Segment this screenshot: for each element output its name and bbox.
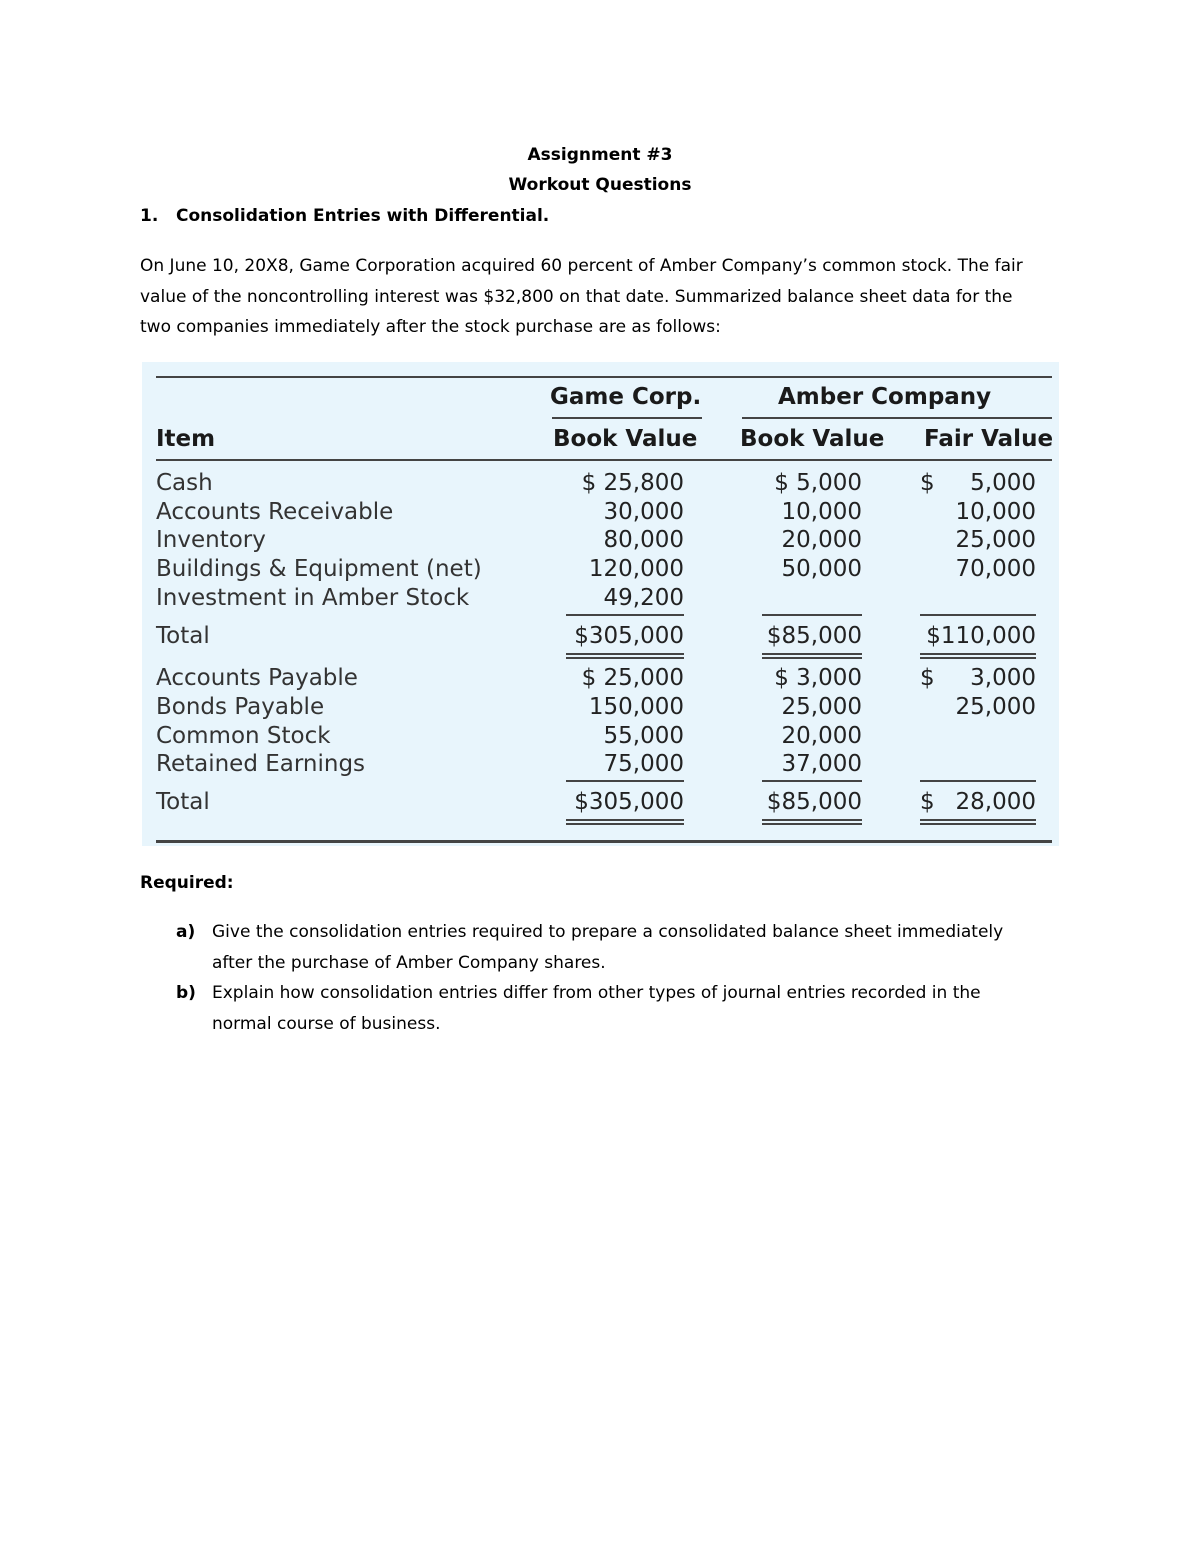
liab-subtotal-rule-amber-bv — [762, 780, 862, 782]
row-bonds-payable-amber-fv: 25,000 — [955, 694, 1036, 720]
liab-total-double-rule-game-2 — [566, 823, 684, 825]
group-header-amber-company: Amber Company — [778, 384, 992, 410]
row-accounts-receivable-amber-bv: 10,000 — [781, 499, 862, 525]
liab-subtotal-rule-game — [566, 780, 684, 782]
assets-total-amber-bv: $85,000 — [766, 623, 862, 649]
liabilities-total-amber-bv: $85,000 — [766, 789, 862, 815]
question-paragraph-line-2: value of the noncontrolling interest was $32,800 on that date. Summarized balance sheet data for the — [140, 287, 1013, 307]
row-accounts-payable-amber-fv-symbol: $ — [920, 665, 935, 691]
assets-total-label: Total — [156, 623, 210, 649]
table-bottom-rule — [156, 840, 1052, 843]
row-bonds-payable-amber-bv: 25,000 — [781, 694, 862, 720]
row-accounts-payable-amber-fv: 3,000 — [970, 665, 1036, 691]
amber-group-rule — [742, 417, 1052, 419]
assets-subtotal-rule-amber-bv — [762, 614, 862, 616]
row-common-stock-label: Common Stock — [156, 723, 331, 749]
row-common-stock-game-bv: 55,000 — [603, 723, 684, 749]
row-buildings-equipment-label: Buildings & Equipment (net) — [156, 556, 482, 582]
assets-total-double-rule-amber-fv-1 — [920, 653, 1036, 655]
column-header-amber-fair-value: Fair Value — [924, 426, 1054, 452]
table-top-rule — [156, 376, 1052, 378]
row-accounts-payable-amber-bv: $ 3,000 — [774, 665, 862, 691]
assets-total-double-rule-game-1 — [566, 653, 684, 655]
row-accounts-payable-label: Accounts Payable — [156, 665, 358, 691]
header-bottom-rule — [156, 459, 1052, 461]
question-paragraph-line-3: two companies immediately after the stock purchase are as follows: — [140, 317, 721, 337]
liab-total-double-rule-amber-bv-1 — [762, 819, 862, 821]
required-label: Required: — [140, 873, 234, 893]
assets-subtotal-rule-amber-fv — [920, 614, 1036, 616]
row-cash-game-bv: $ 25,800 — [581, 470, 684, 496]
row-bonds-payable-label: Bonds Payable — [156, 694, 325, 720]
row-accounts-payable-game-bv: $ 25,000 — [581, 665, 684, 691]
row-accounts-receivable-game-bv: 30,000 — [603, 499, 684, 525]
assets-total-double-rule-amber-fv-2 — [920, 657, 1036, 659]
column-header-game-book-value: Book Value — [553, 426, 698, 452]
document-title: Assignment #3 — [527, 145, 673, 165]
liab-subtotal-rule-amber-fv — [920, 780, 1036, 782]
assets-total-amber-fv: $110,000 — [926, 623, 1036, 649]
required-item-a-line-2: after the purchase of Amber Company shares. — [212, 953, 606, 973]
required-item-a-line-1: Give the consolidation entries required to prepare a consolidated balance sheet immediately — [212, 922, 1004, 942]
row-common-stock-amber-bv: 20,000 — [781, 723, 862, 749]
row-retained-earnings-amber-bv: 37,000 — [781, 751, 862, 777]
row-buildings-equipment-amber-fv: 70,000 — [955, 556, 1036, 582]
column-header-item: Item — [156, 426, 216, 452]
row-cash-amber-bv: $ 5,000 — [774, 470, 862, 496]
row-accounts-receivable-label: Accounts Receivable — [156, 499, 394, 525]
required-item-b-line-2: normal course of business. — [212, 1014, 441, 1034]
row-buildings-equipment-amber-bv: 50,000 — [781, 556, 862, 582]
document-subtitle: Workout Questions — [508, 175, 692, 195]
required-item-a-marker: a) — [176, 922, 196, 942]
row-inventory-amber-bv: 20,000 — [781, 527, 862, 553]
question-paragraph-line-1: On June 10, 20X8, Game Corporation acquired 60 percent of Amber Company’s common stock. The fair — [140, 256, 1023, 276]
liabilities-total-game-bv: $305,000 — [574, 789, 684, 815]
row-retained-earnings-label: Retained Earnings — [156, 751, 366, 777]
liab-total-double-rule-amber-fv-2 — [920, 823, 1036, 825]
liab-total-double-rule-amber-fv-1 — [920, 819, 1036, 821]
assets-total-double-rule-amber-bv-1 — [762, 653, 862, 655]
row-inventory-amber-fv: 25,000 — [955, 527, 1036, 553]
row-cash-label: Cash — [156, 470, 213, 496]
game-group-rule — [552, 417, 702, 419]
balance-sheet-table — [142, 362, 1059, 846]
row-inventory-game-bv: 80,000 — [603, 527, 684, 553]
liabilities-total-amber-fv-symbol: $ — [920, 789, 935, 815]
liabilities-total-label: Total — [156, 789, 210, 815]
assets-total-double-rule-amber-bv-2 — [762, 657, 862, 659]
row-investment-game-bv: 49,200 — [603, 585, 684, 611]
liabilities-total-amber-fv: 28,000 — [955, 789, 1036, 815]
liab-total-double-rule-amber-bv-2 — [762, 823, 862, 825]
assets-subtotal-rule-game — [566, 614, 684, 616]
row-accounts-receivable-amber-fv: 10,000 — [955, 499, 1036, 525]
row-inventory-label: Inventory — [156, 527, 266, 553]
row-buildings-equipment-game-bv: 120,000 — [588, 556, 684, 582]
assets-total-double-rule-game-2 — [566, 657, 684, 659]
row-retained-earnings-game-bv: 75,000 — [603, 751, 684, 777]
question-number: 1. — [140, 206, 159, 226]
assets-total-game-bv: $305,000 — [574, 623, 684, 649]
required-item-b-marker: b) — [176, 983, 196, 1003]
row-investment-label: Investment in Amber Stock — [156, 585, 470, 611]
liab-total-double-rule-game-1 — [566, 819, 684, 821]
row-cash-amber-fv-symbol: $ — [920, 470, 935, 496]
column-header-amber-book-value: Book Value — [740, 426, 885, 452]
group-header-game-corp: Game Corp. — [550, 384, 702, 410]
question-heading: Consolidation Entries with Differential. — [176, 206, 550, 226]
required-item-b-line-1: Explain how consolidation entries differ from other types of journal entries recorded in the — [212, 983, 981, 1003]
row-bonds-payable-game-bv: 150,000 — [588, 694, 684, 720]
row-cash-amber-fv: 5,000 — [970, 470, 1036, 496]
